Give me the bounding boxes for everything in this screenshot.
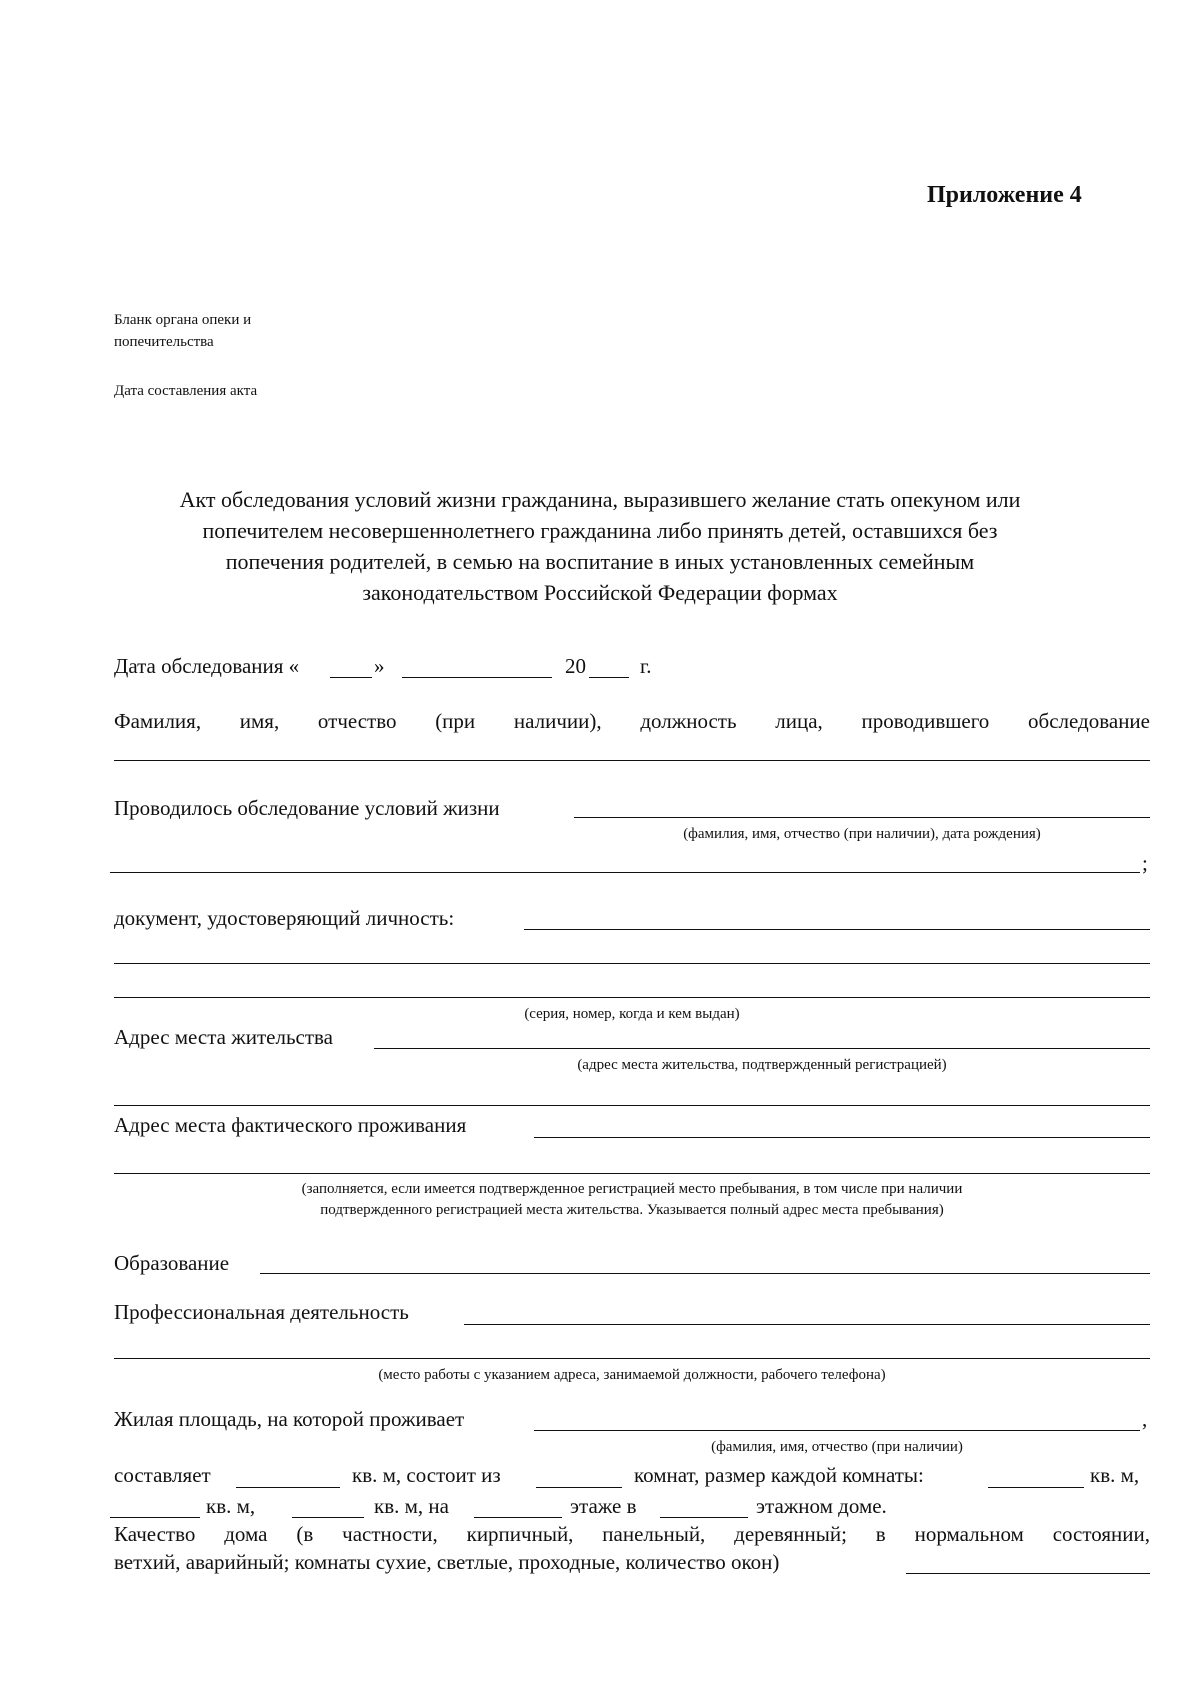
room-size-field-2[interactable] — [110, 1517, 200, 1518]
living-space-comma: , — [1142, 1407, 1148, 1431]
exam-date-quote: » — [374, 654, 385, 678]
living-space-label: Жилая площадь, на которой проживает — [114, 1407, 465, 1431]
rooms-count-field[interactable] — [536, 1487, 622, 1488]
act-date-label: Дата составления акта — [114, 383, 258, 399]
storeys-field[interactable] — [660, 1517, 748, 1518]
conducted-caption: (фамилия, имя, отчество (при наличии), дата рождения) — [683, 826, 1041, 842]
inspector-label: Фамилия, имя, отчество (при наличии), должность лица, проводившего обследование — [114, 709, 1150, 733]
house-quality-line2: ветхий, аварийный; комнаты сухие, светлые, проходные, количество окон) — [114, 1550, 780, 1574]
id-document-field[interactable] — [524, 929, 1150, 930]
profession-field[interactable] — [464, 1324, 1150, 1325]
conducted-field-line2[interactable] — [110, 872, 1140, 873]
inspector-field[interactable] — [114, 760, 1150, 761]
id-document-label: документ, удостоверяющий личность: — [114, 906, 455, 930]
actual-address-field-line2[interactable] — [114, 1173, 1150, 1174]
blank-label-line1: Бланк органа опеки и — [114, 312, 252, 328]
actual-address-field[interactable] — [534, 1137, 1150, 1138]
id-document-caption: (серия, номер, когда и кем выдан) — [524, 1006, 740, 1022]
title-line-1: Акт обследования условий жизни гражданина, выразившего желание стать опекуном или — [179, 487, 1021, 512]
room-size-label: комнат, размер каждой комнаты: — [634, 1463, 924, 1487]
sqm-unit-on: кв. м, на — [374, 1494, 449, 1518]
living-space-caption: (фамилия, имя, отчество (при наличии) — [711, 1439, 963, 1455]
total-area-field[interactable] — [236, 1487, 340, 1488]
room-size-field-1[interactable] — [988, 1487, 1084, 1488]
appendix-number: Приложение 4 — [927, 182, 1082, 208]
exam-year-suffix: г. — [640, 654, 652, 678]
conducted-semicolon: ; — [1142, 851, 1148, 875]
profession-caption: (место работы с указанием адреса, занимаемой должности, рабочего телефона) — [378, 1367, 886, 1383]
id-document-field-line3[interactable] — [114, 997, 1150, 998]
conducted-field[interactable] — [574, 817, 1150, 818]
floor-label: этаже в — [570, 1494, 637, 1518]
residence-label: Адрес места жительства — [114, 1025, 333, 1049]
sqm-unit-1: кв. м, — [1090, 1463, 1140, 1487]
house-quality-line1: Качество дома (в частности, кирпичный, панельный, деревянный; в нормальном состоянии, — [114, 1522, 1150, 1546]
makes-up-label: составляет — [114, 1463, 211, 1487]
residence-field-line2[interactable] — [114, 1105, 1150, 1106]
area-consists-label: кв. м, состоит из — [352, 1463, 501, 1487]
title-line-4: законодательством Российской Федерации формах — [362, 580, 838, 605]
living-space-field[interactable] — [534, 1430, 1140, 1431]
profession-field-line2[interactable] — [114, 1358, 1150, 1359]
education-field[interactable] — [260, 1273, 1150, 1274]
actual-address-caption-line2: подтвержденного регистрацией места жительства. Указывается полный адрес места пребывания) — [320, 1202, 944, 1218]
profession-label: Профессиональная деятельность — [114, 1300, 409, 1324]
floor-field[interactable] — [474, 1517, 562, 1518]
title-line-2: попечителем несовершеннолетнего гражданина либо принять детей, оставшихся без — [202, 518, 998, 543]
exam-year-prefix: 20 — [565, 654, 586, 678]
house-quality-field[interactable] — [906, 1573, 1150, 1574]
education-label: Образование — [114, 1251, 230, 1275]
exam-month-field[interactable] — [402, 677, 552, 678]
conducted-label: Проводилось обследование условий жизни — [114, 796, 500, 820]
residence-field[interactable] — [374, 1048, 1150, 1049]
exam-year-field[interactable] — [589, 677, 629, 678]
actual-address-caption-line1: (заполняется, если имеется подтвержденное регистрацией место пребывания, в том числе при наличии — [301, 1181, 963, 1197]
residence-caption: (адрес места жительства, подтвержденный регистрацией) — [577, 1057, 947, 1073]
sqm-unit-2: кв. м, — [206, 1494, 256, 1518]
exam-date-label: Дата обследования « — [114, 654, 300, 678]
room-size-field-3[interactable] — [292, 1517, 364, 1518]
exam-day-field[interactable] — [330, 677, 372, 678]
title-line-3: попечения родителей, в семью на воспитание в иных установленных семейным — [225, 549, 975, 574]
blank-label-line2: попечительства — [114, 334, 214, 350]
actual-address-label: Адрес места фактического проживания — [114, 1113, 467, 1137]
storeys-label: этажном доме. — [756, 1494, 887, 1518]
id-document-field-line2[interactable] — [114, 963, 1150, 964]
